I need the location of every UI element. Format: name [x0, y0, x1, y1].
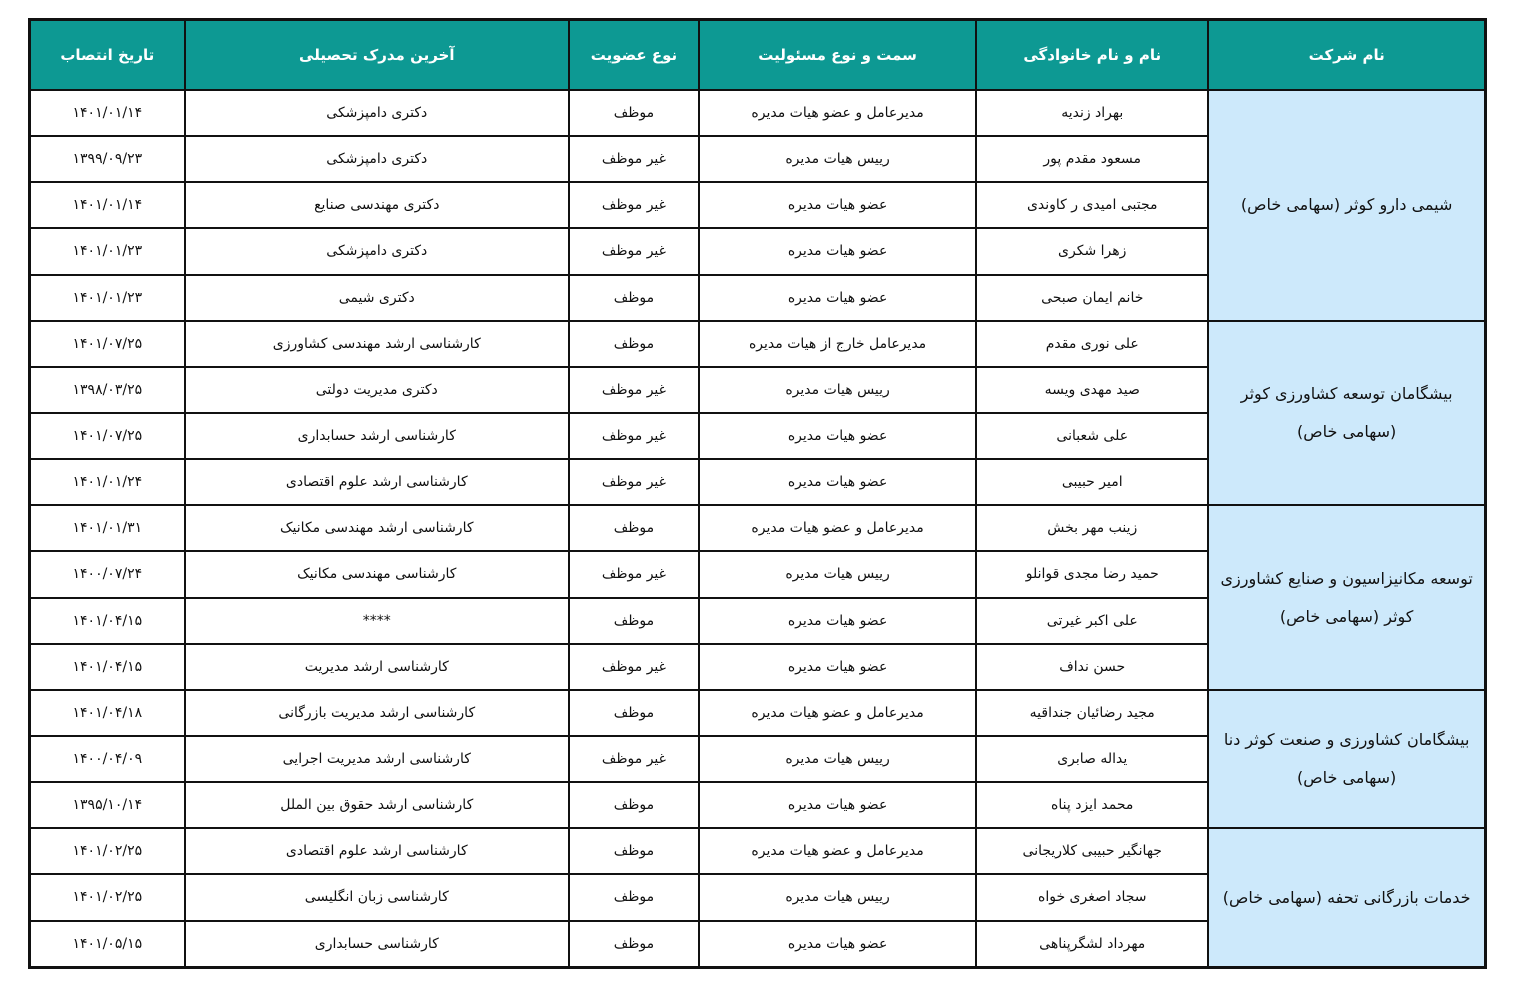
member-name-cell: امیر حبیبی — [976, 459, 1208, 505]
membership-cell: موظف — [569, 321, 699, 367]
education-cell: دکتری شیمی — [185, 275, 569, 321]
education-cell: کارشناسی حسابداری — [185, 921, 569, 968]
appointment-date-cell: ۱۴۰۱/۰۴/۱۵ — [30, 598, 185, 644]
table-row — [30, 828, 1486, 874]
appointment-date-cell: ۱۴۰۱/۰۱/۱۴ — [30, 182, 185, 228]
company-name-cell: خدمات بازرگانی تحفه (سهامی خاص) — [1208, 828, 1485, 967]
header-date: تاریخ انتصاب — [30, 20, 185, 91]
membership-cell: غیر موظف — [569, 736, 699, 782]
membership-cell: غیر موظف — [569, 644, 699, 690]
position-cell: عضو هیات مدیره — [699, 182, 976, 228]
membership-cell: غیر موظف — [569, 136, 699, 182]
header-membership: نوع عضویت — [569, 20, 699, 91]
membership-cell: غیر موظف — [569, 413, 699, 459]
member-name-cell: مجید رضائیان جنداقیه — [976, 690, 1208, 736]
education-cell: دکتری دامپزشکی — [185, 136, 569, 182]
member-name-cell: جهانگیر حبیبی کلاریجانی — [976, 828, 1208, 874]
position-cell: رییس هیات مدیره — [699, 136, 976, 182]
member-name-cell: مهرداد لشگرپناهی — [976, 921, 1208, 968]
membership-cell: موظف — [569, 921, 699, 968]
membership-cell: موظف — [569, 874, 699, 920]
education-cell: کارشناسی ارشد مهندسی مکانیک — [185, 505, 569, 551]
position-cell: رییس هیات مدیره — [699, 874, 976, 920]
header-education: آخرین مدرک تحصیلی — [185, 20, 569, 91]
membership-cell: غیر موظف — [569, 182, 699, 228]
member-name-cell: علی شعبانی — [976, 413, 1208, 459]
appointment-date-cell: ۱۴۰۱/۰۱/۲۳ — [30, 275, 185, 321]
education-cell: کارشناسی ارشد مدیریت — [185, 644, 569, 690]
position-cell: عضو هیات مدیره — [699, 275, 976, 321]
appointment-date-cell: ۱۴۰۱/۰۷/۲۵ — [30, 413, 185, 459]
member-name-cell: محمد ایزد پناه — [976, 782, 1208, 828]
education-cell: دکتری مهندسی صنایع — [185, 182, 569, 228]
appointment-date-cell: ۱۴۰۱/۰۱/۲۴ — [30, 459, 185, 505]
position-cell: عضو هیات مدیره — [699, 644, 976, 690]
position-cell: عضو هیات مدیره — [699, 459, 976, 505]
appointment-date-cell: ۱۳۹۸/۰۳/۲۵ — [30, 367, 185, 413]
appointment-date-cell: ۱۴۰۱/۰۵/۱۵ — [30, 921, 185, 968]
membership-cell: غیر موظف — [569, 551, 699, 597]
member-name-cell: صید مهدی ویسه — [976, 367, 1208, 413]
appointment-date-cell: ۱۴۰۰/۰۷/۲۴ — [30, 551, 185, 597]
member-name-cell: بهراد زندیه — [976, 90, 1208, 136]
position-cell: رییس هیات مدیره — [699, 367, 976, 413]
company-name-cell: شیمی دارو کوثر (سهامی خاص) — [1208, 90, 1485, 321]
education-cell: دکتری دامپزشکی — [185, 90, 569, 136]
appointment-date-cell: ۱۳۹۵/۱۰/۱۴ — [30, 782, 185, 828]
appointment-date-cell: ۱۴۰۱/۰۴/۱۸ — [30, 690, 185, 736]
company-name-cell: توسعه مکانیزاسیون و صنایع کشاورزی کوثر (سهامی خاص) — [1208, 505, 1485, 690]
position-cell: عضو هیات مدیره — [699, 228, 976, 274]
membership-cell: غیر موظف — [569, 228, 699, 274]
position-cell: عضو هیات مدیره — [699, 921, 976, 968]
member-name-cell: علی اکبر غیرتی — [976, 598, 1208, 644]
header-position: سمت و نوع مسئولیت — [699, 20, 976, 91]
position-cell: مدیرعامل و عضو هیات مدیره — [699, 690, 976, 736]
appointment-date-cell: ۱۳۹۹/۰۹/۲۳ — [30, 136, 185, 182]
position-cell: مدیرعامل و عضو هیات مدیره — [699, 90, 976, 136]
membership-cell: موظف — [569, 690, 699, 736]
position-cell: عضو هیات مدیره — [699, 782, 976, 828]
position-cell: مدیرعامل و عضو هیات مدیره — [699, 828, 976, 874]
education-cell: کارشناسی ارشد مدیریت اجرایی — [185, 736, 569, 782]
header-company: نام شرکت — [1208, 20, 1485, 91]
education-cell: کارشناسی ارشد علوم اقتصادی — [185, 828, 569, 874]
table-row — [30, 90, 1486, 136]
header-row — [30, 20, 1486, 91]
header-name: نام و نام خانوادگی — [976, 20, 1208, 91]
appointment-date-cell: ۱۴۰۱/۰۱/۳۱ — [30, 505, 185, 551]
membership-cell: موظف — [569, 275, 699, 321]
member-name-cell: مجتبی امیدی ر کاوندی — [976, 182, 1208, 228]
education-cell: کارشناسی ارشد مهندسی کشاورزی — [185, 321, 569, 367]
membership-cell: موظف — [569, 90, 699, 136]
education-cell: دکتری مدیریت دولتی — [185, 367, 569, 413]
table-row — [30, 321, 1486, 367]
board-members-table — [28, 18, 1487, 969]
table-row — [30, 505, 1486, 551]
position-cell: عضو هیات مدیره — [699, 413, 976, 459]
education-cell: کارشناسی ارشد مدیریت بازرگانی — [185, 690, 569, 736]
membership-cell: غیر موظف — [569, 459, 699, 505]
member-name-cell: زهرا شکری — [976, 228, 1208, 274]
membership-cell: غیر موظف — [569, 367, 699, 413]
member-name-cell: حمید رضا مجدی قوانلو — [976, 551, 1208, 597]
member-name-cell: خانم ایمان صبحی — [976, 275, 1208, 321]
position-cell: مدیرعامل و عضو هیات مدیره — [699, 505, 976, 551]
membership-cell: موظف — [569, 828, 699, 874]
education-cell: دکتری دامپزشکی — [185, 228, 569, 274]
member-name-cell: یداله صابری — [976, 736, 1208, 782]
company-name-cell: بیشگامان توسعه کشاورزی کوثر (سهامی خاص) — [1208, 321, 1485, 506]
position-cell: رییس هیات مدیره — [699, 736, 976, 782]
appointment-date-cell: ۱۴۰۱/۰۱/۱۴ — [30, 90, 185, 136]
membership-cell: موظف — [569, 505, 699, 551]
membership-cell: موظف — [569, 598, 699, 644]
member-name-cell: حسن نداف — [976, 644, 1208, 690]
member-name-cell: زینب مهر بخش — [976, 505, 1208, 551]
education-cell: کارشناسی ارشد علوم اقتصادی — [185, 459, 569, 505]
position-cell: مدیرعامل خارج از هیات مدیره — [699, 321, 976, 367]
appointment-date-cell: ۱۴۰۱/۰۴/۱۵ — [30, 644, 185, 690]
table-body — [30, 90, 1486, 968]
member-name-cell: سجاد اصغری خواه — [976, 874, 1208, 920]
appointment-date-cell: ۱۴۰۱/۰۷/۲۵ — [30, 321, 185, 367]
company-name-cell: بیشگامان کشاورزی و صنعت کوثر دنا (سهامی خاص) — [1208, 690, 1485, 828]
education-cell: کارشناسی ارشد حسابداری — [185, 413, 569, 459]
table-row — [30, 690, 1486, 736]
education-cell: کارشناسی مهندسی مکانیک — [185, 551, 569, 597]
education-cell: کارشناسی ارشد حقوق بین الملل — [185, 782, 569, 828]
education-cell: **** — [185, 598, 569, 644]
education-cell: کارشناسی زبان انگلیسی — [185, 874, 569, 920]
appointment-date-cell: ۱۴۰۱/۰۲/۲۵ — [30, 828, 185, 874]
appointment-date-cell: ۱۴۰۰/۰۴/۰۹ — [30, 736, 185, 782]
membership-cell: موظف — [569, 782, 699, 828]
position-cell: رییس هیات مدیره — [699, 551, 976, 597]
member-name-cell: علی نوری مقدم — [976, 321, 1208, 367]
member-name-cell: مسعود مقدم پور — [976, 136, 1208, 182]
appointment-date-cell: ۱۴۰۱/۰۱/۲۳ — [30, 228, 185, 274]
position-cell: عضو هیات مدیره — [699, 598, 976, 644]
appointment-date-cell: ۱۴۰۱/۰۲/۲۵ — [30, 874, 185, 920]
